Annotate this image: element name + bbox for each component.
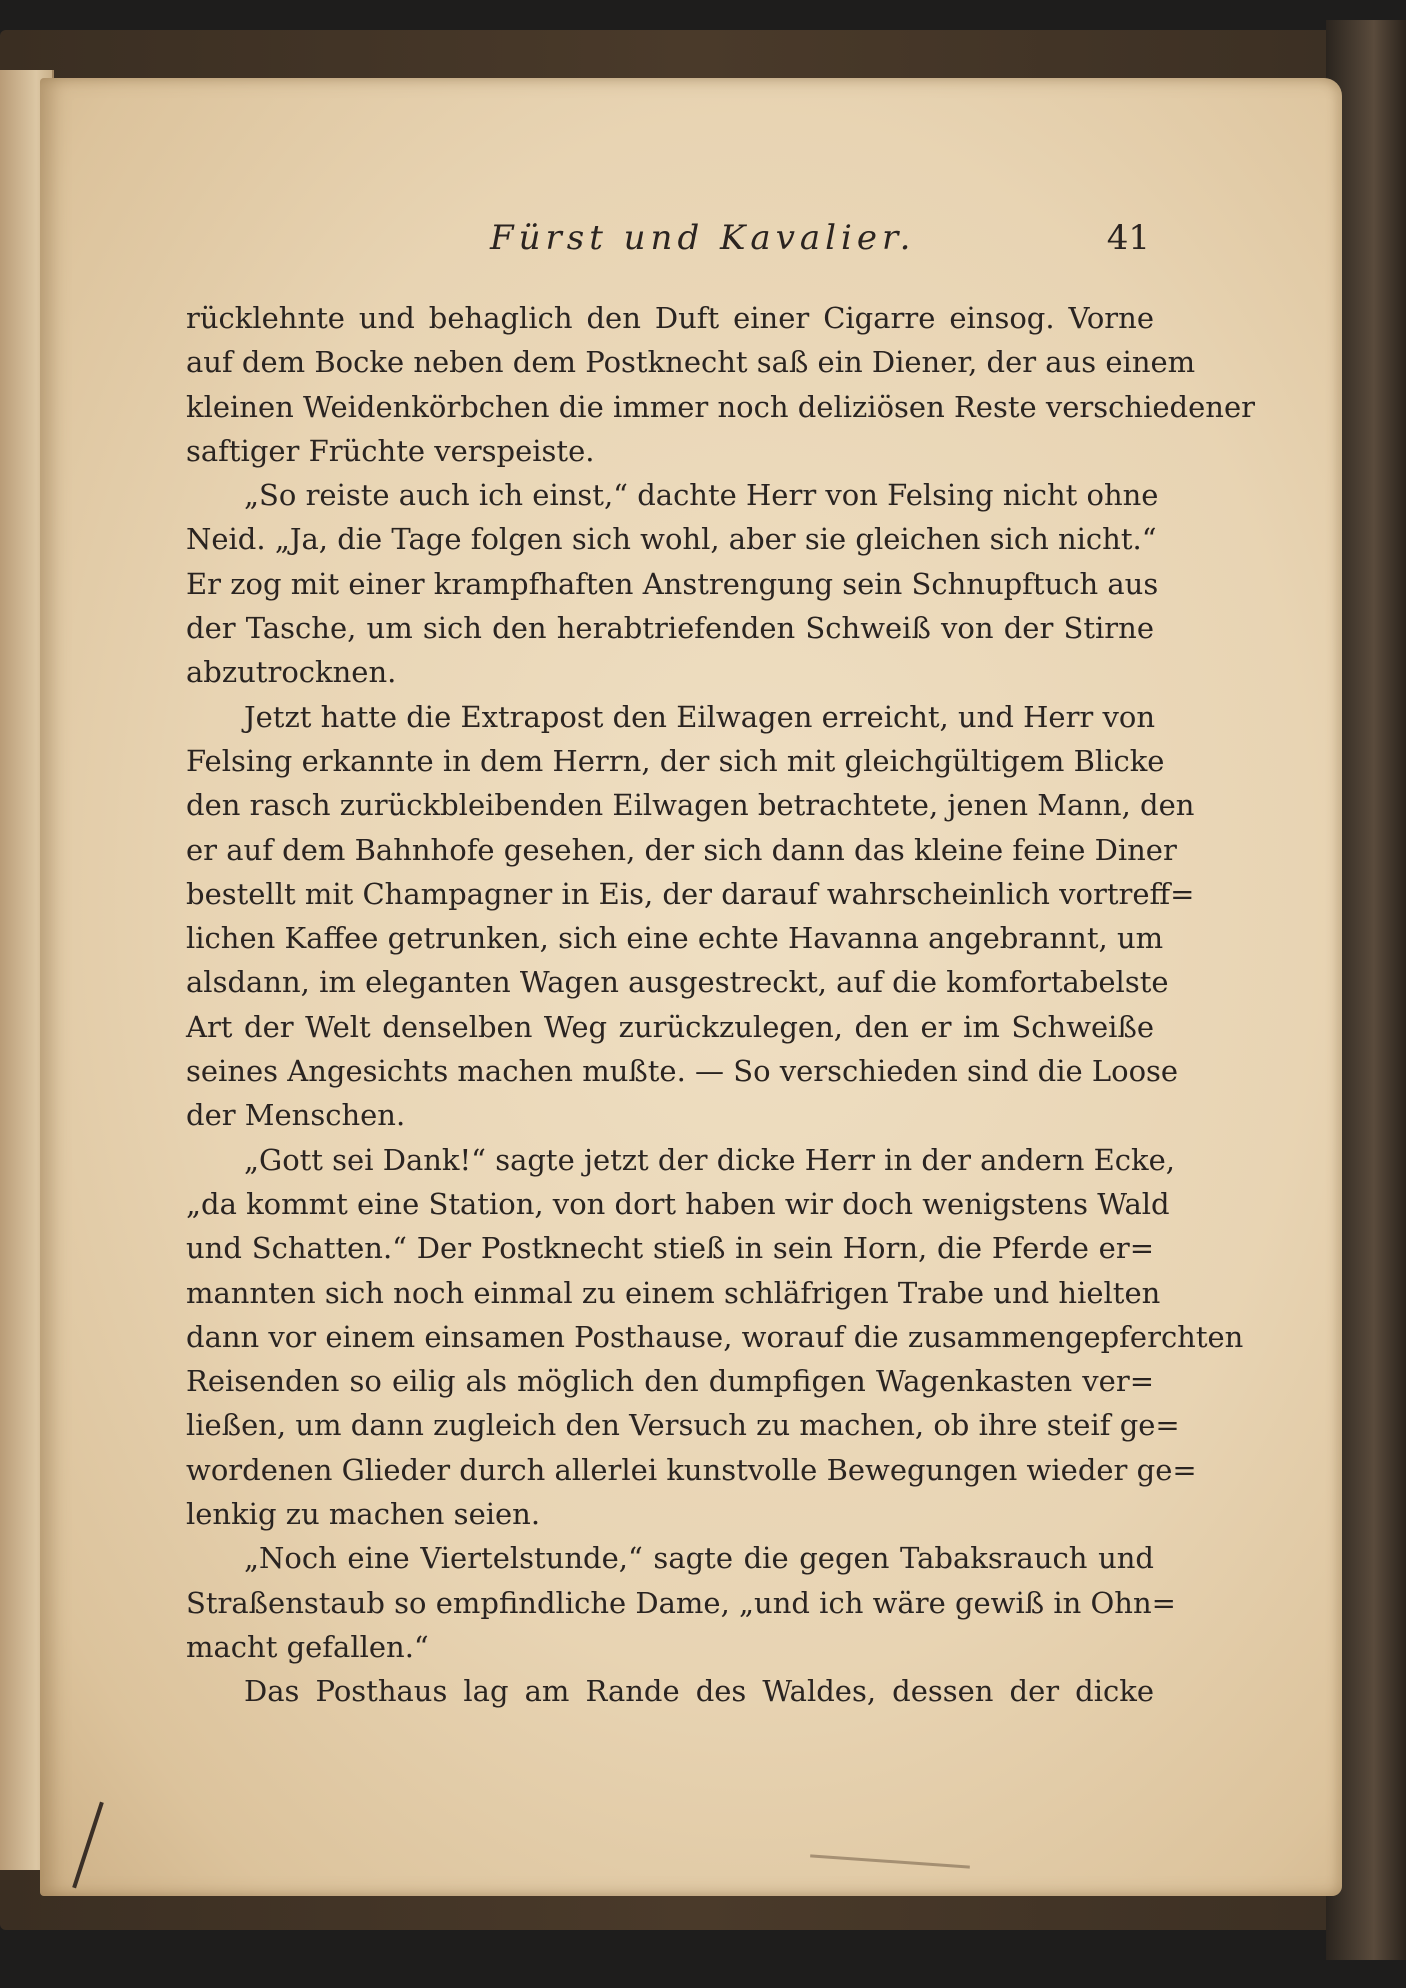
text-line: auf dem Bocke neben dem Postknecht saß ein Diener, der aus einem [186,345,1196,380]
text-line: alsdann, im eleganten Wagen ausgestreckt, auf die komfortabelste [186,965,1169,1000]
page-header [490,218,1150,278]
text-line: Straßenstaub so empfindliche Dame, „und ich wäre gewiß in Ohn= [186,1585,1176,1620]
text-line: dann vor einem einsamen Posthause, worauf die zusammengepferchten [186,1319,1244,1354]
text-line: und Schatten.“ Der Postknecht stieß in sein Horn, die Pferde er= [186,1231,1154,1266]
text-line: seines Angesichts machen mußte. — So verschieden sind die Loose [186,1054,1179,1089]
text-line: Art der Welt denselben Weg zurückzulegen, den er im Schweiße [186,1009,1154,1044]
text-line: saftiger Früchte verspeiste. [186,433,595,468]
text-line: Er zog mit einer krampfhaften Anstrengung sein Schnupftuch aus [186,566,1159,601]
text-line: Das Posthaus lag am Rande des Waldes, dessen der dicke [244,1674,1154,1709]
text-line: rücklehnte und behaglich den Duft einer Cigarre einsog. Vorne [186,301,1154,335]
body-text [186,296,1255,1714]
text-line: der Menschen. [186,1098,406,1133]
text-line: ließen, um dann zugleich den Versuch zu machen, ob ihre steif ge= [186,1408,1180,1443]
text-line: wordenen Glieder durch allerlei kunstvolle Bewegungen wieder ge= [186,1452,1197,1487]
text-line: macht gefallen.“ [186,1629,429,1664]
page-number: 41 [1106,218,1150,258]
text-line: den rasch zurückbleibenden Eilwagen betrachtete, jenen Mann, den [186,788,1195,823]
text-line: der Tasche, um sich den herabtriefenden Schweiß von der Stirne [186,611,1154,646]
text-line: Reisenden so eilig als möglich den dumpfigen Wagenkasten ver= [186,1364,1154,1399]
text-line: „So reiste auch ich einst,“ dachte Herr von Felsing nicht ohne [244,478,1159,513]
text-line: lichen Kaffee getrunken, sich eine echte Havanna angebrannt, um [186,921,1164,956]
text-line: „Noch eine Viertelstunde,“ sagte die gegen Tabaksrauch und [244,1541,1154,1576]
text-line: Neid. „Ja, die Tage folgen sich wohl, aber sie gleichen sich nicht.“ [186,522,1157,557]
text-line: „Gott sei Dank!“ sagte jetzt der dicke Herr in der andern Ecke, [244,1142,1175,1177]
text-line: kleinen Weidenkörbchen die immer noch deliziösen Reste verschiedener [186,389,1255,424]
running-title: Fürst und Kavalier. [490,218,916,258]
text-line: er auf dem Bahnhofe gesehen, der sich dann das kleine feine Diner [186,832,1177,867]
text-line: „da kommt eine Station, von dort haben wir doch wenigstens Wald [186,1186,1170,1221]
text-line: Jetzt hatte die Extrapost den Eilwagen erreicht, und Herr von [244,699,1156,734]
text-line: mannten sich noch einmal zu einem schläfrigen Trabe und hielten [186,1275,1161,1310]
text-line: lenkig zu machen seien. [186,1497,541,1532]
text-line: Felsing erkannte in dem Herrn, der sich mit gleichgültigem Blicke [186,743,1165,778]
text-line: abzutrocknen. [186,655,397,690]
text-line: bestellt mit Champagner in Eis, der darauf wahrscheinlich vortreff= [186,876,1195,911]
